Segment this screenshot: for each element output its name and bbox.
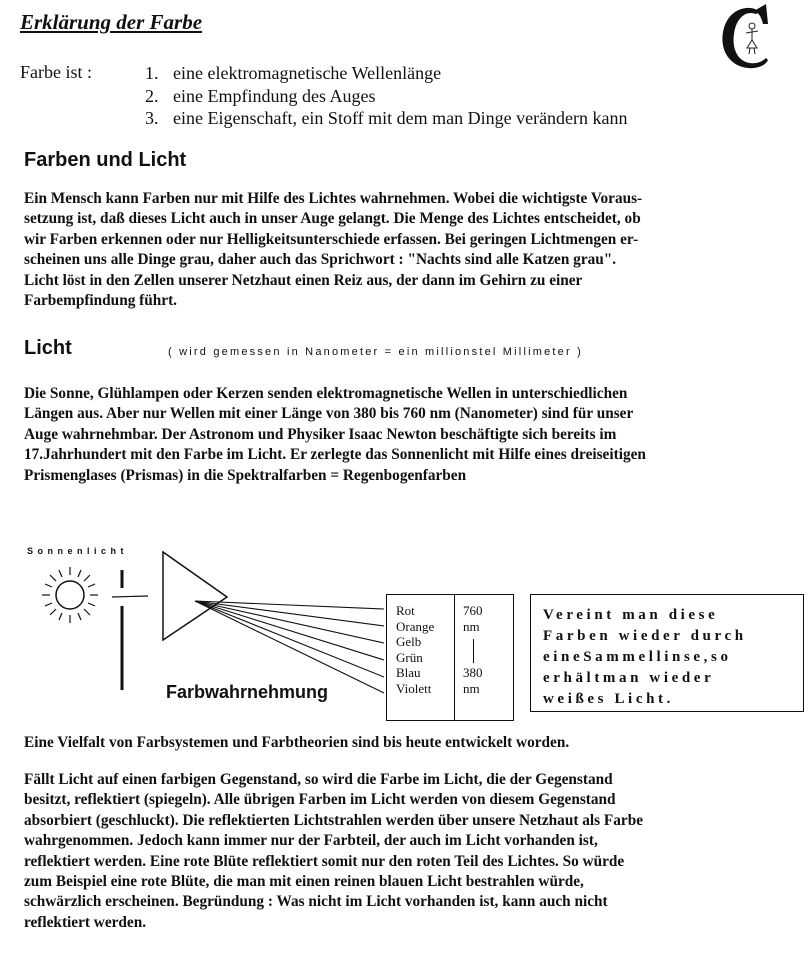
color-label-violett: Violett	[396, 680, 432, 696]
item-text: eine Empfindung des Auges	[173, 85, 376, 106]
scale-bottom-unit: nm	[463, 680, 480, 696]
text-line: Ein Mensch kann Farben nur mit Hilfe des Lichtes wahrnehmen. Wobei die wichtigste Voraus-	[24, 190, 643, 207]
color-label-gelb: Gelb	[396, 634, 422, 649]
text-line: besitzt, reflektiert (spiegeln). Alle übrigen Farben im Licht werden von diesem Gegenstand	[24, 791, 616, 809]
text-line: reflektiert werden.	[24, 913, 147, 931]
text-line: Farben wieder durch	[543, 628, 747, 644]
scale-arrow	[463, 634, 483, 665]
text-line: erhältman wieder	[543, 670, 715, 686]
prism-shape	[163, 552, 227, 640]
paragraph-licht	[24, 384, 784, 486]
text-line: Längen aus. Aber nur Wellen mit einer Länge von 380 bis 760 nm (Nanometer) sind für unser	[24, 405, 634, 423]
text-line: Fällt Licht auf einen farbigen Gegenstand, so wird die Farbe im Licht, die der Gegenstand	[24, 771, 613, 788]
spectrum-box	[386, 594, 514, 721]
text-line: wahrgenommen. Jedoch kann immer nur der Farbteil, der auch im Licht vorhanden ist,	[24, 832, 598, 850]
item-number: 2.	[145, 85, 159, 106]
text-line: setzung ist, daß dieses Licht auch in unser Auge gelangt. Die Menge des Lichtes entscheidet, ob	[24, 210, 641, 228]
text-line: schwärzlich erscheinen. Begründung : Was nicht im Licht vorhanden ist, kann auch nicht	[24, 893, 608, 911]
sun-icon	[42, 567, 98, 623]
color-label-gruen: Grün	[396, 649, 423, 665]
text-line: Auge wahrnehmbar. Der Astronom und Physiker Isaac Newton beschäftigte sich bereits im	[24, 425, 617, 443]
definition-lead: Farbe ist :	[20, 62, 92, 82]
heading-note: ( wird gemessen in Nanometer = ein millionstel Millimeter )	[168, 346, 583, 358]
color-label-blau: Blau	[396, 665, 421, 680]
text-line: Licht löst in den Zellen unserer Netzhaut einen Reiz aus, der dann im Gehirn zu einer	[24, 271, 583, 289]
heading-licht: Licht	[24, 337, 72, 359]
definition-item	[145, 85, 628, 108]
text-line: absorbiert (geschluckt). Die reflektierten Lichtstrahlen werden über unsere Netzhaut als Farbe	[24, 811, 644, 829]
spectrum-divider	[454, 595, 455, 720]
text-line: zum Beispiel eine rote Blüte, die man mit einen reinen blauen Licht bestrahlen würde,	[24, 873, 584, 891]
definition-item	[145, 107, 628, 130]
sun-label: Sonnenlicht	[27, 546, 128, 556]
diagram-caption: Farbwahrnehmung	[166, 682, 329, 702]
color-label-rot: Rot	[396, 603, 415, 618]
text-line: Die Sonne, Glühlampen oder Kerzen senden elektromagnetische Wellen in unterschiedlichen	[24, 385, 628, 402]
vereint-box	[530, 594, 804, 712]
text-line: reflektiert werden. Eine rote Blüte reflektiert somit nur den roten Teil des Lichtes. So würde	[24, 852, 625, 870]
text-line: wir Farben erkennen oder nur Helligkeitsunterschiede erfassen. Bei geringen Lichtmengen er-	[24, 230, 639, 248]
intro-line: Eine Vielfalt von Farbsystemen und Farbtheorien sind bis heute entwickelt worden.	[24, 734, 570, 751]
text-line: scheinen uns alle Dinge grau, daher auch das Sprichwort : "Nachts sind alle Katzen grau".	[24, 251, 617, 269]
text-line: Farbempfindung führt.	[24, 292, 177, 310]
slit-aperture	[112, 570, 148, 690]
scale-top-unit: nm	[463, 618, 480, 634]
text-line: weißes Licht.	[543, 691, 674, 707]
definition-list	[145, 62, 628, 130]
scale-top-value: 760	[463, 603, 483, 618]
prism-diagram	[0, 540, 400, 740]
item-text: eine Eigenschaft, ein Stoff mit dem man Dinge verändern kann	[173, 108, 628, 128]
text-line: Prismenglases (Prismas) in die Spektralfarben = Regenbogenfarben	[24, 466, 467, 484]
page-title: Erklärung der Farbe	[20, 10, 203, 34]
text-line: Vereint man diese	[543, 607, 719, 623]
text-line: 17.Jahrhundert mit den Farbe im Licht. Er zerlegte das Sonnenlicht mit Hilfe eines dreiseitigen	[24, 446, 646, 464]
heading-farben-und-licht: Farben und Licht	[24, 149, 187, 171]
spectrum-color-list	[396, 603, 434, 696]
logo-c-icon	[716, 2, 772, 72]
text-line: eineSammellinse,so	[543, 649, 732, 665]
item-text: eine elektromagnetische Wellenlänge	[173, 63, 442, 83]
paragraph-farben-und-licht	[24, 189, 784, 311]
color-label-orange: Orange	[396, 618, 435, 634]
wavelength-scale	[463, 603, 483, 696]
item-number: 1.	[145, 63, 159, 83]
light-rays	[195, 601, 384, 693]
item-number: 3.	[145, 108, 159, 128]
definition-item	[145, 62, 628, 85]
scale-bottom-value: 380	[463, 665, 483, 680]
paragraph-reflexion	[24, 770, 784, 933]
